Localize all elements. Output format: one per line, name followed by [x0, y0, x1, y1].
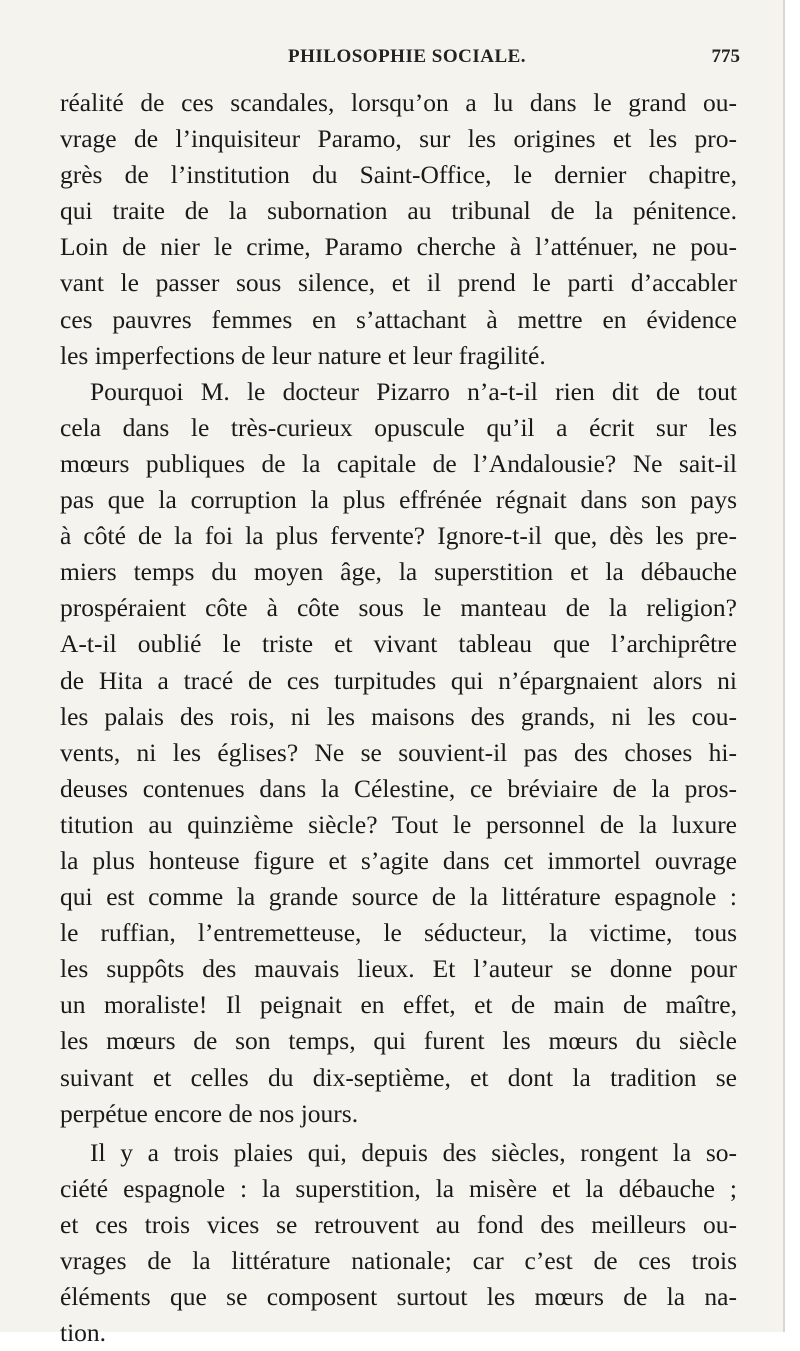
text-line: ces pauvres femmes en s’attachant à mettre en évidence	[60, 304, 737, 334]
text-line: Loin de nier le crime, Paramo cherche à l’atténuer, ne pou-	[60, 232, 737, 262]
text-line: prospéraient côte à côte sous le manteau de la religion?	[60, 593, 737, 623]
text-line: titution au quinzième siècle? Tout le personnel de la luxure	[60, 809, 737, 839]
body-text	[60, 85, 737, 1351]
text-line: les mœurs de son temps, qui furent les mœurs du siècle	[60, 1026, 737, 1056]
text-line: pas que la corruption la plus effrénée régnait dans son pays	[60, 485, 737, 515]
running-head: PHILOSOPHIE SOCIALE.	[288, 46, 527, 67]
text-line: tion.	[60, 1318, 107, 1348]
text-line: réalité de ces scandales, lorsqu’on a lu dans le grand ou-	[60, 88, 737, 117]
text-line: éléments que se composent surtout les mœurs de la na-	[60, 1282, 737, 1312]
text-line: vents, ni les églises? Ne se souvient-il pas des choses hi-	[60, 737, 737, 767]
text-line: miers temps du moyen âge, la superstition et la débauche	[60, 557, 737, 587]
text-line: deuses contenues dans la Célestine, ce bréviaire de la pros-	[60, 773, 737, 803]
paragraph-start-line: Pourquoi M. le docteur Pizarro n’a-t-il rien dit de tout	[90, 376, 737, 406]
text-line: à côté de la foi la plus fervente? Ignore-t-il que, dès les pre-	[60, 521, 737, 551]
text-line: cela dans le très-curieux opuscule qu’il a écrit sur les	[60, 412, 737, 442]
text-line: qui traite de la subornation au tribunal de la pénitence.	[60, 196, 737, 226]
text-line: grès de l’institution du Saint-Office, le dernier chapitre,	[60, 160, 737, 190]
text-line: et ces trois vices se retrouvent au fond des meilleurs ou-	[60, 1209, 737, 1239]
text-line: les suppôts des mauvais lieux. Et l’auteur se donne pour	[60, 954, 737, 984]
text-line: le ruffian, l’entremetteuse, le séducteur, la victime, tous	[60, 918, 737, 948]
text-line: qui est comme la grande source de la littérature espagnole :	[60, 882, 737, 912]
text-line: vrage de l’inquisiteur Paramo, sur les origines et les pro-	[60, 124, 737, 154]
text-line: de Hita a tracé de ces turpitudes qui n’épargnaient alors ni	[60, 665, 737, 695]
text-line: un moraliste! Il peignait en effet, et de main de maître,	[60, 990, 737, 1020]
page-margin	[785, 0, 800, 1332]
page-number: 775	[711, 46, 740, 67]
text-line: perpétue encore de nos jours.	[60, 1098, 359, 1128]
text-line: la plus honteuse figure et s’agite dans cet immortel ouvrage	[60, 845, 737, 875]
text-line: suivant et celles du dix-septième, et dont la tradition se	[60, 1062, 737, 1092]
text-line: vant le passer sous silence, et il prend le parti d’accabler	[60, 268, 737, 298]
text-line: ciété espagnole : la superstition, la misère et la débauche ;	[60, 1173, 737, 1203]
text-line: vrages de la littérature nationale; car c’est de ces trois	[60, 1246, 737, 1275]
text-line: A-t-il oublié le triste et vivant tableau que l’archiprêtre	[60, 629, 737, 659]
paragraph-start-line: Il y a trois plaies qui, depuis des siècles, rongent la so-	[90, 1137, 737, 1167]
text-line: les palais des rois, ni les maisons des grands, ni les cou-	[60, 701, 737, 731]
page-header	[60, 46, 740, 70]
text-line: mœurs publiques de la capitale de l’Andalousie? Ne sait-il	[60, 448, 737, 478]
text-line: les imperfections de leur nature et leur fragilité.	[60, 340, 546, 370]
